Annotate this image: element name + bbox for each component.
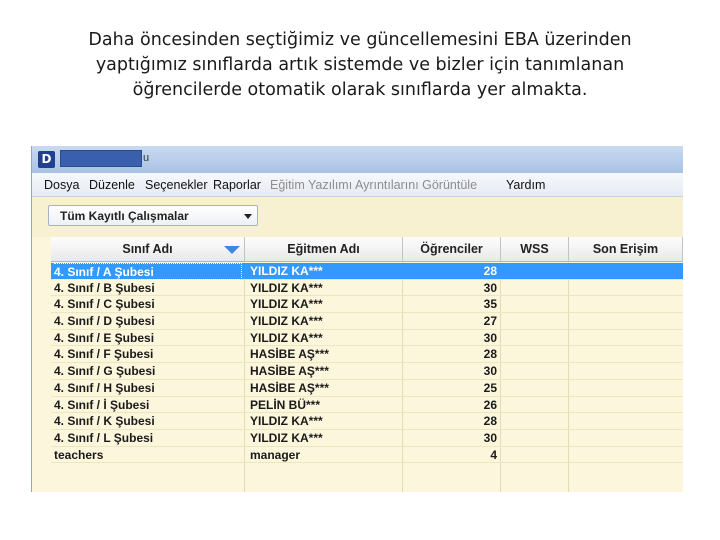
table-row[interactable] xyxy=(51,313,683,330)
last-access-cell xyxy=(569,296,681,313)
class-name-cell: 4. Sınıf / D Şubesi xyxy=(54,314,155,329)
table-row[interactable] xyxy=(51,447,683,464)
table-row[interactable] xyxy=(51,363,683,380)
students-count-cell: 4 xyxy=(490,447,497,462)
last-access-cell xyxy=(569,313,681,330)
table-row[interactable] xyxy=(51,346,683,363)
column-header-sinif-adi[interactable] xyxy=(51,237,245,262)
students-count-cell: 27 xyxy=(483,314,497,329)
table-body xyxy=(51,263,683,463)
class-name-cell: 4. Sınıf / K Şubesi xyxy=(54,414,155,429)
class-name-cell: 4. Sınıf / C Şubesi xyxy=(54,297,155,312)
class-name-cell: 4. Sınıf / B Şubesi xyxy=(54,280,155,295)
students-count-cell: 30 xyxy=(483,364,497,379)
last-access-cell xyxy=(569,363,681,380)
class-name-cell: 4. Sınıf / L Şubesi xyxy=(54,430,154,445)
class-name-cell: 4. Sınıf / F Şubesi xyxy=(54,347,154,362)
menu-dosya[interactable]: Dosya xyxy=(44,178,80,192)
last-access-cell xyxy=(569,346,681,363)
table-row[interactable] xyxy=(51,430,683,447)
last-access-cell xyxy=(569,280,681,297)
last-access-cell xyxy=(569,397,681,414)
class-name-cell: 4. Sınıf / İ Şubesi xyxy=(54,397,150,412)
teacher-cell: HASİBE AŞ*** xyxy=(250,347,329,362)
caption-line: yaptığımız sınıflarda artık sistemde ve bizler için tanımlanan xyxy=(95,55,625,75)
class-name-cell: 4. Sınıf / E Şubesi xyxy=(54,330,155,345)
caption-line: öğrencilerde otomatik olarak sınıflarda yer almakta. xyxy=(132,80,588,100)
slide-caption xyxy=(60,28,660,103)
class-name-cell: 4. Sınıf / H Şubesi xyxy=(54,380,155,395)
redacted-title xyxy=(60,150,142,167)
window-title-tail: u xyxy=(143,152,150,164)
class-name-cell: 4. Sınıf / A Şubesi xyxy=(54,263,242,280)
wss-cell xyxy=(501,397,567,414)
students-count-cell: 30 xyxy=(483,330,497,345)
column-header-ogrenciler[interactable]: Öğrenciler xyxy=(403,237,501,262)
table-row[interactable] xyxy=(51,413,683,430)
teacher-cell: YILDIZ KA*** xyxy=(250,280,323,295)
table-row[interactable] xyxy=(51,380,683,397)
wss-cell xyxy=(501,296,567,313)
last-access-cell xyxy=(569,413,681,430)
students-count-cell: 28 xyxy=(483,414,497,429)
teacher-cell: HASİBE AŞ*** xyxy=(250,364,329,379)
menu-yardim[interactable]: Yardım xyxy=(506,178,546,192)
caption-line: Daha öncesinden seçtiğimiz ve güncellemesini EBA üzerinden xyxy=(88,30,632,50)
teacher-cell: PELİN BÜ*** xyxy=(250,397,321,412)
column-header-egitmen-adi[interactable]: Eğitmen Adı xyxy=(245,237,403,262)
table-row[interactable] xyxy=(51,330,683,347)
students-count-cell: 25 xyxy=(483,380,497,395)
wss-cell xyxy=(501,313,567,330)
last-access-cell xyxy=(569,263,681,280)
wss-cell xyxy=(501,380,567,397)
column-header-label: Sınıf Adı xyxy=(122,242,173,256)
students-count-cell: 30 xyxy=(483,280,497,295)
menu-bar xyxy=(32,173,683,197)
menu-egitim-yazilimi: Eğitim Yazılımı Ayrıntılarını Görüntüle xyxy=(270,178,478,192)
table-row[interactable] xyxy=(51,397,683,414)
wss-cell xyxy=(501,447,567,464)
wss-cell xyxy=(501,363,567,380)
menu-duzenle[interactable]: Düzenle xyxy=(89,178,135,192)
teacher-cell: YILDIZ KA*** xyxy=(250,297,323,312)
menu-raporlar[interactable]: Raporlar xyxy=(213,178,261,192)
teacher-cell: YILDIZ KA*** xyxy=(250,264,323,278)
students-count-cell: 26 xyxy=(483,397,497,412)
column-header-son-erisim[interactable]: Son Erişim xyxy=(569,237,683,262)
students-count-cell: 35 xyxy=(483,297,497,312)
menu-secenekler[interactable]: Seçenekler xyxy=(145,178,208,192)
teacher-cell: YILDIZ KA*** xyxy=(250,330,323,345)
teacher-cell: manager xyxy=(250,447,301,462)
table-row[interactable] xyxy=(51,296,683,313)
wss-cell xyxy=(501,430,567,447)
filter-dropdown-value: Tüm Kayıtlı Çalışmalar xyxy=(60,209,189,223)
last-access-cell xyxy=(569,330,681,347)
table-row[interactable] xyxy=(51,263,683,280)
students-count-cell: 28 xyxy=(483,347,497,362)
wss-cell xyxy=(501,263,567,280)
wss-cell xyxy=(501,346,567,363)
teacher-cell: YILDIZ KA*** xyxy=(250,314,323,329)
students-count-cell: 28 xyxy=(483,264,497,278)
wss-cell xyxy=(501,413,567,430)
app-logo-icon: D xyxy=(38,151,55,168)
wss-cell xyxy=(501,280,567,297)
last-access-cell xyxy=(569,447,681,464)
filter-toolbar xyxy=(32,197,683,237)
table-row[interactable] xyxy=(51,280,683,297)
last-access-cell xyxy=(569,380,681,397)
students-count-cell: 30 xyxy=(483,430,497,445)
table-header xyxy=(51,237,683,262)
class-name-cell: 4. Sınıf / G Şubesi xyxy=(54,364,156,379)
teacher-cell: HASİBE AŞ*** xyxy=(250,380,329,395)
last-access-cell xyxy=(569,430,681,447)
class-name-cell: teachers xyxy=(54,447,104,462)
filter-dropdown[interactable] xyxy=(48,205,258,226)
teacher-cell: YILDIZ KA*** xyxy=(250,430,323,445)
column-header-wss[interactable]: WSS xyxy=(501,237,569,262)
chevron-down-icon[interactable] xyxy=(244,214,252,219)
class-table xyxy=(51,237,683,492)
sort-descending-arrow-icon[interactable] xyxy=(224,246,240,254)
title-bar xyxy=(32,146,683,173)
teacher-cell: YILDIZ KA*** xyxy=(250,414,323,429)
wss-cell xyxy=(501,330,567,347)
app-window xyxy=(31,146,683,492)
